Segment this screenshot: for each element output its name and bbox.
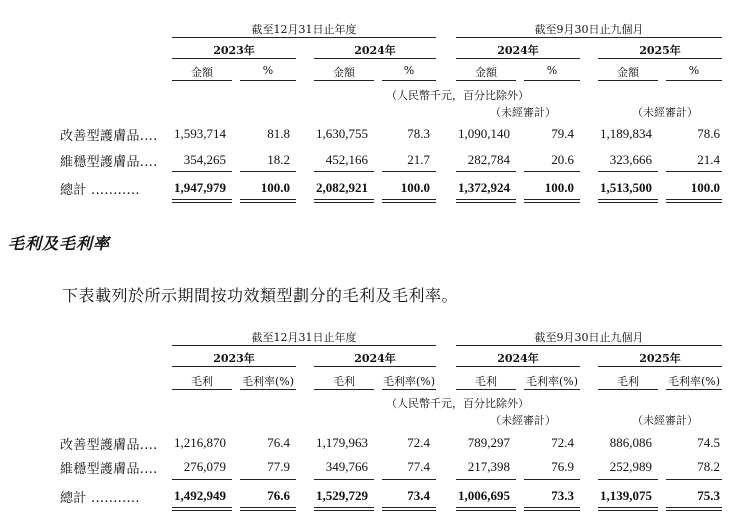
total-cell: 1,492,949 [174, 488, 226, 503]
unit-note: （人民幣千元，百分比除外） [386, 89, 529, 102]
double-rule [456, 199, 516, 203]
total-cell: 1,139,075 [600, 488, 652, 503]
double-rule [172, 199, 232, 203]
period-header-fullyear: 截至12月31日止年度 [251, 331, 357, 344]
column-header: % [546, 64, 558, 77]
divider [456, 389, 516, 390]
column-header: % [688, 64, 700, 77]
column-header: 金額 [191, 66, 213, 79]
table-cell: 1,090,140 [458, 126, 510, 141]
table-cell: 354,265 [183, 152, 226, 167]
divider [172, 58, 296, 59]
divider [524, 80, 580, 81]
unaudited-note: （未經審計） [490, 414, 556, 427]
divider [524, 479, 580, 480]
year-header: 2024年 [497, 44, 539, 57]
total-cell: 1,529,729 [316, 488, 368, 503]
period-header-ninemonths: 截至9月30日止九個月 [534, 331, 644, 344]
total-cell: 1,006,695 [458, 488, 510, 503]
row-label: 維穩型護膚品.... [60, 155, 158, 170]
divider [456, 80, 516, 81]
table-cell: 323,666 [609, 152, 652, 167]
column-header: 毛利率(%) [667, 375, 721, 388]
total-cell: 1,372,924 [458, 180, 510, 195]
divider [456, 58, 580, 59]
row-label: 改善型護膚品.... [60, 129, 158, 144]
divider [172, 479, 232, 480]
divider [456, 345, 722, 346]
divider [666, 389, 722, 390]
total-cell: 1,947,979 [174, 180, 226, 195]
double-rule [240, 199, 296, 203]
row-label: 改善型護膚品.... [60, 438, 158, 453]
divider [382, 479, 436, 480]
double-rule [382, 507, 436, 511]
divider [598, 80, 658, 81]
column-header: 毛利 [475, 375, 497, 388]
period-header-fullyear: 截至12月31日止年度 [251, 23, 357, 36]
divider [314, 366, 436, 367]
double-rule [598, 507, 658, 511]
table-cell: 72.4 [551, 435, 574, 450]
table-cell: 1,593,714 [174, 126, 226, 141]
table-cell: 79.4 [551, 126, 574, 141]
divider [666, 479, 722, 480]
divider [382, 80, 436, 81]
year-header: 2023年 [213, 352, 255, 365]
table-cell: 21.4 [697, 152, 720, 167]
intro-paragraph: 下表載列於所示期間按功效類型劃分的毛利及毛利率。 [62, 286, 459, 305]
double-rule [598, 199, 658, 203]
table-cell: 81.8 [267, 126, 290, 141]
divider [666, 171, 722, 172]
column-header: 毛利率(%) [382, 375, 436, 388]
column-header: 毛利 [191, 375, 213, 388]
table-cell: 76.4 [267, 435, 290, 450]
divider [240, 80, 296, 81]
unaudited-note: （未經審計） [632, 414, 698, 427]
table-cell: 18.2 [267, 152, 290, 167]
table-cell: 217,398 [467, 459, 510, 474]
divider [598, 366, 722, 367]
column-header: 毛利 [617, 375, 639, 388]
divider [598, 171, 658, 172]
table-cell: 282,784 [467, 152, 510, 167]
table-cell: 78.3 [407, 126, 430, 141]
divider [382, 171, 436, 172]
row-label: 維穩型護膚品.... [60, 462, 158, 477]
double-rule [456, 507, 516, 511]
divider [598, 389, 658, 390]
divider [524, 171, 580, 172]
divider [456, 37, 722, 38]
table-cell: 78.6 [697, 126, 720, 141]
column-header: 金額 [475, 66, 497, 79]
divider [240, 479, 296, 480]
unit-note: （人民幣千元，百分比除外） [386, 397, 529, 410]
table-cell: 276,079 [183, 459, 226, 474]
column-header: 毛利率(%) [241, 375, 295, 388]
divider [456, 171, 516, 172]
unaudited-note: （未經審計） [632, 106, 698, 119]
table-cell: 72.4 [407, 435, 430, 450]
column-header: 毛利 [333, 375, 355, 388]
table-cell: 77.4 [407, 459, 430, 474]
table-cell: 78.2 [697, 459, 720, 474]
divider [598, 58, 722, 59]
divider [314, 171, 374, 172]
year-header: 2024年 [354, 44, 396, 57]
divider [524, 389, 580, 390]
total-cell: 2,082,921 [316, 180, 368, 195]
total-cell: 76.6 [267, 488, 290, 503]
total-cell: 100.0 [690, 180, 720, 195]
table-cell: 21.7 [407, 152, 430, 167]
year-header: 2025年 [639, 352, 681, 365]
table-cell: 886,086 [609, 435, 652, 450]
year-header: 2023年 [213, 44, 255, 57]
divider [456, 479, 516, 480]
table-cell: 1,630,755 [316, 126, 368, 141]
divider [172, 80, 232, 81]
double-rule [666, 507, 722, 511]
total-cell: 100.0 [260, 180, 290, 195]
table-cell: 20.6 [551, 152, 574, 167]
column-header: 金額 [617, 66, 639, 79]
table-cell: 77.9 [267, 459, 290, 474]
total-label: 總計 ........... [60, 491, 140, 506]
double-rule [172, 507, 232, 511]
double-rule [524, 507, 580, 511]
total-cell: 100.0 [400, 180, 430, 195]
table-cell: 76.9 [551, 459, 574, 474]
divider [314, 58, 436, 59]
divider [314, 479, 374, 480]
table-cell: 789,297 [467, 435, 510, 450]
total-cell: 73.4 [407, 488, 430, 503]
double-rule [314, 507, 374, 511]
section-title: 毛利及毛利率 [8, 236, 111, 253]
divider [172, 345, 436, 346]
double-rule [240, 507, 296, 511]
table-cell: 452,166 [325, 152, 368, 167]
column-header: % [403, 64, 415, 77]
divider [172, 389, 232, 390]
divider [456, 366, 580, 367]
table-cell: 1,216,870 [174, 435, 226, 450]
year-header: 2025年 [639, 44, 681, 57]
table-cell: 349,766 [325, 459, 368, 474]
column-header: 金額 [333, 66, 355, 79]
total-label: 總計 ........... [60, 183, 140, 198]
table-cell: 1,179,963 [316, 435, 368, 450]
table-cell: 1,189,834 [600, 126, 652, 141]
total-cell: 75.3 [697, 488, 720, 503]
period-header-ninemonths: 截至9月30日止九個月 [534, 23, 644, 36]
double-rule [314, 199, 374, 203]
total-cell: 73.3 [551, 488, 574, 503]
divider [598, 479, 658, 480]
column-header: % [262, 64, 274, 77]
divider [172, 37, 436, 38]
divider [666, 80, 722, 81]
total-cell: 1,513,500 [600, 180, 652, 195]
divider [240, 389, 296, 390]
divider [314, 80, 374, 81]
divider [240, 171, 296, 172]
total-cell: 100.0 [544, 180, 574, 195]
table-cell: 74.5 [697, 435, 720, 450]
divider [172, 171, 232, 172]
year-header: 2024年 [497, 352, 539, 365]
divider [314, 389, 374, 390]
year-header: 2024年 [354, 352, 396, 365]
double-rule [524, 199, 580, 203]
unaudited-note: （未經審計） [490, 106, 556, 119]
double-rule [382, 199, 436, 203]
divider [382, 389, 436, 390]
table-cell: 252,989 [609, 459, 652, 474]
column-header: 毛利率(%) [525, 375, 579, 388]
double-rule [666, 199, 722, 203]
divider [172, 366, 296, 367]
